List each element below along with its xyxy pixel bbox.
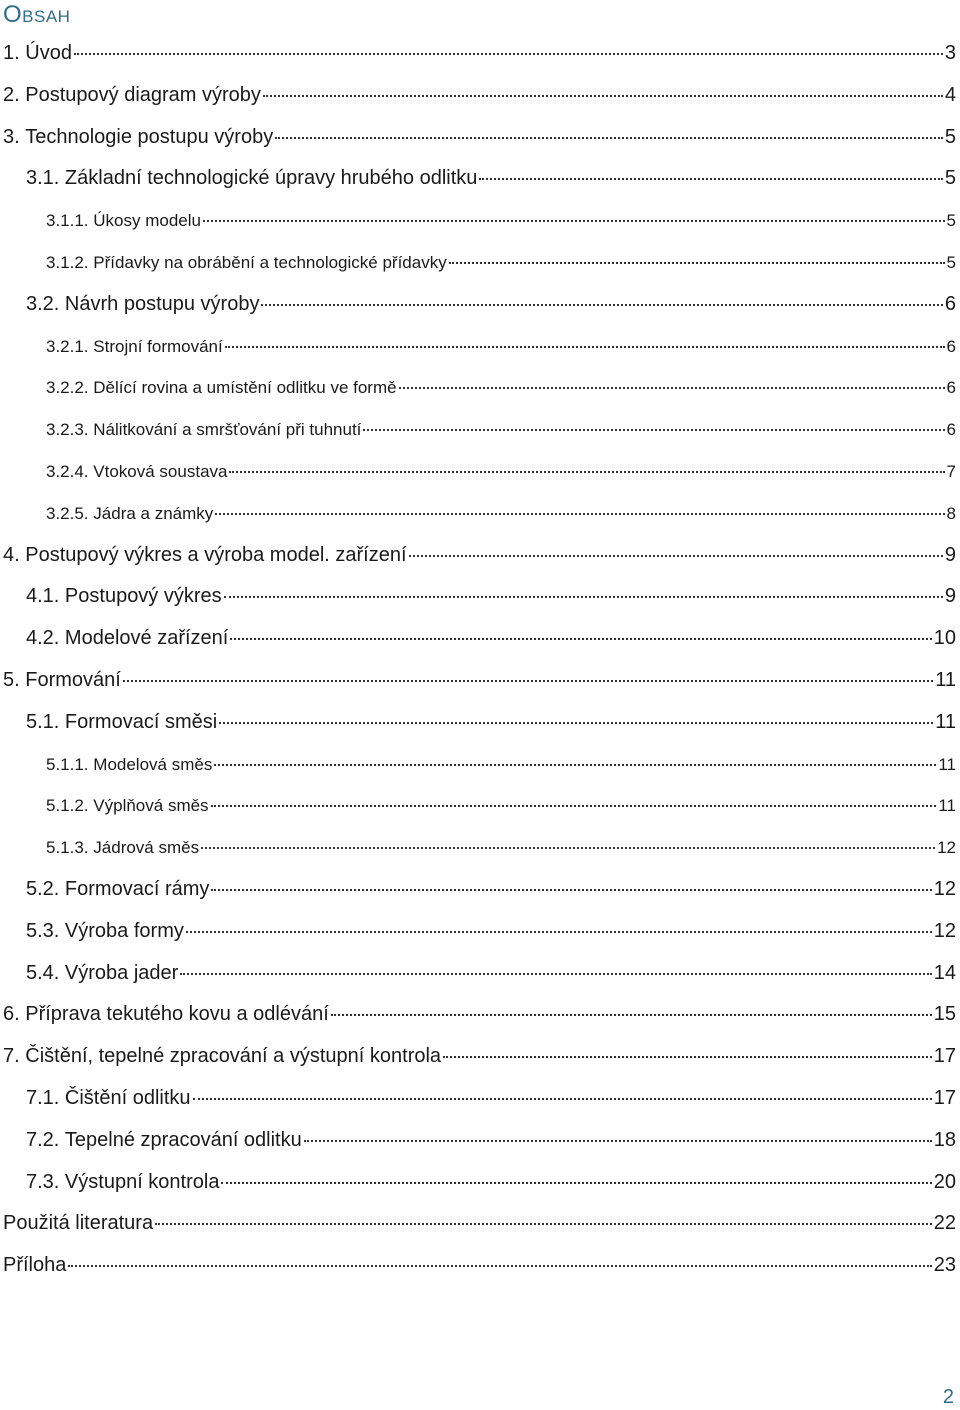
toc-entry[interactable]: [0, 1245, 960, 1287]
toc-entry-number: 7.3.: [26, 1170, 60, 1193]
toc-entry[interactable]: [0, 953, 960, 995]
toc-entry-title[interactable]: Dělící rovina a umístění odlitku ve formě: [93, 378, 397, 398]
toc-entry-number: 5.1.1.: [46, 754, 89, 774]
toc-entry-title[interactable]: Čištění, tepelné zpracování a výstupní kontrola: [25, 1045, 442, 1068]
toc-entry-title[interactable]: Výroba formy: [64, 919, 184, 942]
toc-entry-page[interactable]: 5: [946, 252, 956, 272]
toc-entry-number: 5.1.3.: [46, 838, 89, 858]
toc-leader-dots: [201, 830, 935, 849]
toc-entry-title[interactable]: Nálitkování a smršťování při tuhnutí: [93, 420, 362, 440]
toc-entry-page[interactable]: 9: [944, 585, 956, 608]
toc-entry-number: 3.1.2.: [46, 252, 89, 272]
toc-entry-page[interactable]: 20: [933, 1170, 956, 1193]
toc-entry-page[interactable]: 11: [935, 668, 956, 691]
toc-entry-number: 2.: [3, 83, 20, 106]
toc-entry-page[interactable]: 7: [946, 461, 956, 481]
toc-entry-title[interactable]: Výroba jader: [64, 961, 179, 984]
toc-entry-page[interactable]: 6: [946, 378, 956, 398]
toc-entry-title[interactable]: Postupový diagram výroby: [25, 83, 261, 106]
toc-entry-page[interactable]: 23: [933, 1254, 956, 1277]
toc-entry-page[interactable]: 12: [933, 919, 956, 942]
toc-entry-page[interactable]: 12: [937, 838, 956, 858]
toc-entry-number: 5.2.: [26, 877, 60, 900]
toc-entry-page[interactable]: 11: [935, 710, 956, 733]
toc-entry-title[interactable]: Výplňová směs: [93, 796, 209, 816]
toc-leader-dots: [409, 535, 943, 557]
toc-entry[interactable]: [0, 158, 960, 200]
toc-entry-title[interactable]: Strojní formování: [93, 336, 223, 356]
toc-entry-number: 3.2.5.: [46, 503, 89, 523]
toc-leader-dots: [363, 412, 944, 431]
toc-entry-page[interactable]: 11: [938, 754, 956, 774]
toc-entry[interactable]: [0, 367, 960, 409]
toc-entry[interactable]: [0, 117, 960, 159]
toc-entry-number: 3.2.1.: [46, 336, 89, 356]
toc-entry-page[interactable]: 5: [946, 211, 956, 231]
toc-entry-page[interactable]: 5: [944, 125, 956, 148]
toc-leader-dots: [214, 747, 936, 766]
toc-leader-dots: [479, 158, 942, 180]
toc-entry[interactable]: [0, 1078, 960, 1120]
toc-entry[interactable]: [0, 75, 960, 117]
toc-entry-number: 5.1.: [26, 710, 60, 733]
toc-entry-title[interactable]: Formovací rámy: [64, 877, 210, 900]
toc-entry[interactable]: [0, 242, 960, 284]
toc-entry-title[interactable]: Přídavky na obrábění a technologické přídavky: [93, 252, 447, 272]
toc-entry-page[interactable]: 14: [933, 961, 956, 984]
toc-entry[interactable]: [0, 618, 960, 660]
toc-entry-number: 4.2.: [26, 627, 60, 650]
toc-leader-dots: [221, 1162, 931, 1184]
toc-entry-page[interactable]: 17: [933, 1086, 956, 1109]
toc-entry-page[interactable]: 6: [946, 420, 956, 440]
toc-entry-number: 5.1.2.: [46, 796, 89, 816]
toc-entry-number: 7.: [3, 1045, 20, 1068]
toc-leader-dots: [211, 788, 937, 807]
toc-leader-dots: [304, 1120, 932, 1142]
toc-entry[interactable]: [0, 33, 960, 75]
toc-entry[interactable]: [0, 1203, 960, 1245]
toc-entry-number: 1.: [3, 42, 20, 64]
toc-leader-dots: [74, 33, 943, 55]
toc-leader-dots: [180, 953, 931, 975]
toc-entry-number: 6.: [3, 1003, 20, 1026]
toc-entry-page[interactable]: 8: [946, 503, 956, 523]
toc-leader-dots: [229, 454, 944, 473]
toc-entry-page[interactable]: 11: [938, 796, 956, 816]
toc-leader-dots: [261, 284, 942, 306]
toc-entry-number: 3.1.1.: [46, 211, 89, 231]
toc-entry-title[interactable]: Základní technologické úpravy hrubého odlitku: [64, 167, 478, 190]
toc-entry-number: 5.: [3, 668, 20, 691]
page-title: Obsah: [3, 1, 71, 28]
toc-entry-number: 3.2.: [26, 292, 60, 315]
toc-entry-page[interactable]: 3: [944, 42, 956, 64]
toc-entry[interactable]: [0, 1162, 960, 1204]
toc-leader-dots: [225, 329, 945, 348]
toc-entry-number: 3.2.2.: [46, 378, 89, 398]
toc-entry-title[interactable]: Jádra a známky: [93, 503, 214, 523]
toc-entry[interactable]: [0, 200, 960, 242]
table-of-contents: [0, 33, 960, 1287]
toc-entry-title[interactable]: Formování: [25, 668, 121, 691]
toc-entry-page[interactable]: 17: [933, 1045, 956, 1068]
toc-leader-dots: [275, 117, 943, 139]
toc-entry-page[interactable]: 15: [933, 1003, 956, 1026]
toc-entry-title[interactable]: Modelová směs: [93, 754, 213, 774]
toc-entry-title[interactable]: Tepelné zpracování odlitku: [64, 1128, 302, 1151]
toc-leader-dots: [211, 869, 931, 891]
toc-entry[interactable]: [0, 827, 960, 869]
toc-entry-title[interactable]: Příprava tekutého kovu a odlévání: [25, 1003, 329, 1026]
toc-entry-title[interactable]: Jádrová směs: [93, 838, 200, 858]
toc-entry-title[interactable]: Modelové zařízení: [64, 627, 229, 650]
toc-entry-page[interactable]: 9: [944, 543, 956, 566]
toc-entry-title[interactable]: Návrh postupu výroby: [64, 292, 260, 315]
toc-entry-number: 7.2.: [26, 1128, 60, 1151]
toc-entry-number: 3.: [3, 125, 20, 148]
toc-leader-dots: [230, 618, 931, 640]
toc-entry-page[interactable]: 4: [944, 83, 956, 106]
toc-entry-number: 4.: [3, 543, 20, 566]
toc-entry-number: 5.4.: [26, 961, 60, 984]
toc-entry[interactable]: [0, 535, 960, 577]
toc-entry-title[interactable]: Použitá literatura: [3, 1212, 154, 1235]
toc-leader-dots: [123, 660, 933, 682]
toc-entry-number: 4.1.: [26, 585, 60, 608]
toc-entry[interactable]: [0, 1120, 960, 1162]
toc-entry-number: 3.1.: [26, 167, 60, 190]
toc-entry[interactable]: [0, 451, 960, 493]
toc-entry[interactable]: [0, 326, 960, 368]
toc-entry-title[interactable]: Technologie postupu výroby: [25, 125, 274, 148]
toc-leader-dots: [203, 203, 945, 222]
toc-entry[interactable]: [0, 785, 960, 827]
toc-leader-dots: [68, 1245, 931, 1267]
toc-entry-number: 3.2.3.: [46, 420, 89, 440]
toc-entry[interactable]: [0, 409, 960, 451]
toc-leader-dots: [263, 75, 943, 97]
toc-entry[interactable]: [0, 493, 960, 535]
toc-leader-dots: [155, 1203, 932, 1225]
toc-entry-page[interactable]: 5: [944, 167, 956, 190]
toc-entry-number: 5.3.: [26, 919, 60, 942]
toc-entry-page[interactable]: 12: [933, 877, 956, 900]
toc-entry-title[interactable]: Postupový výkres a výroba model. zařízení: [25, 543, 407, 566]
toc-leader-dots: [449, 245, 945, 264]
toc-leader-dots: [331, 994, 932, 1016]
toc-entry[interactable]: [0, 744, 960, 786]
toc-entry-page[interactable]: 10: [933, 627, 956, 650]
toc-leader-dots: [443, 1036, 932, 1058]
toc-leader-dots: [215, 496, 944, 515]
toc-entry-number: 7.1.: [26, 1086, 60, 1109]
toc-entry[interactable]: [0, 660, 960, 702]
toc-leader-dots: [219, 702, 933, 724]
toc-entry-title[interactable]: Úkosy modelu: [93, 211, 201, 231]
toc-entry[interactable]: [0, 911, 960, 953]
toc-entry[interactable]: [0, 1036, 960, 1078]
toc-entry-page[interactable]: 6: [946, 336, 956, 356]
toc-entry-title[interactable]: Vtoková soustava: [93, 461, 228, 481]
toc-entry[interactable]: [0, 869, 960, 911]
toc-entry-number: 3.2.4.: [46, 461, 89, 481]
toc-entry[interactable]: [0, 576, 960, 618]
toc-entry-title[interactable]: Úvod: [25, 42, 72, 64]
toc-entry[interactable]: [0, 702, 960, 744]
toc-entry-title[interactable]: Formovací směsi: [64, 710, 218, 733]
toc-entry[interactable]: [0, 284, 960, 326]
toc-leader-dots: [224, 576, 943, 598]
toc-leader-dots: [186, 911, 932, 933]
toc-entry-title[interactable]: Postupový výkres: [64, 585, 222, 608]
toc-leader-dots: [193, 1078, 932, 1100]
toc-entry-page[interactable]: 22: [933, 1212, 956, 1235]
toc-entry-title[interactable]: Čištění odlitku: [64, 1086, 191, 1109]
toc-leader-dots: [399, 370, 945, 389]
toc-entry[interactable]: [0, 994, 960, 1036]
toc-entry-page[interactable]: 18: [933, 1128, 956, 1151]
toc-entry-page[interactable]: 6: [944, 292, 956, 315]
toc-entry-title[interactable]: Příloha: [3, 1254, 67, 1277]
toc-entry-title[interactable]: Výstupní kontrola: [64, 1170, 220, 1193]
page-number: 2: [942, 1386, 954, 1408]
